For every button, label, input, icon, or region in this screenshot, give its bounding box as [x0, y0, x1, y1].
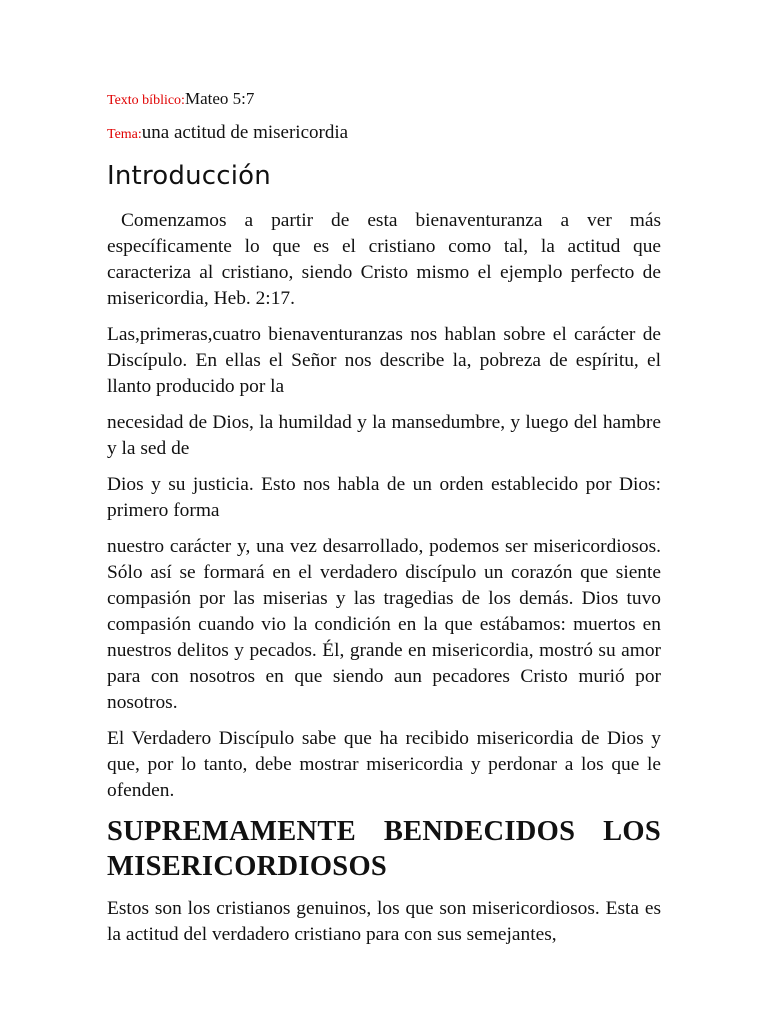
bible-text-line: [107, 88, 661, 112]
paragraph: El Verdadero Discípulo sabe que ha recibido misericordia de Dios y que, por lo tanto, debe mostrar misericordia y perdonar a los que le ofenden.: [107, 728, 661, 801]
section-heading-line2: MISERICORDIOSOS: [107, 851, 388, 882]
paragraph: nuestro carácter y, una vez desarrollado, podemos ser misericordiosos. Sólo así se formará en el verdadero discípulo un corazón que siente compasión por las miserias y las tragedias de los demás. Dios tuvo compasión cuando vio la condición en la que estábamos: muertos en nuestros delitos y pecados. Él, grande en misericordia, mostró su amor para con nosotros en que siendo aun pecadores Cristo murió por nosotros.: [107, 536, 661, 713]
section-heading-line1: SUPREMAMENTE BENDECIDOS LOS: [107, 816, 661, 847]
bible-text-label: Texto bíblico:: [107, 93, 185, 108]
topic-value: una actitud de misericordia: [141, 122, 349, 143]
section-paragraph: Estos son los cristianos genuinos, los que son misericordiosos. Esta es la actitud del verdadero cristiano para con sus semejantes,: [107, 898, 661, 945]
topic-label: Tema:: [107, 127, 142, 142]
paragraph: Dios y su justicia. Esto nos habla de un orden establecido por Dios: primero forma: [107, 474, 661, 521]
paragraph: necesidad de Dios, la humildad y la mansedumbre, y luego del hambre y la sed de: [107, 412, 661, 459]
paragraph: Las,primeras,cuatro bienaventuranzas nos hablan sobre el carácter de Discípulo. En ellas el Señor nos describe la, pobreza de espíritu, el llanto producido por la: [107, 324, 661, 397]
document-page: [107, 88, 661, 958]
paragraph: Comenzamos a partir de esta bienaventuranza a ver más específicamente lo que es el cristiano como tal, la actitud que caracteriza al cristiano, siendo Cristo mismo el ejemplo perfecto de misericordia, Heb. 2:17.: [107, 210, 661, 309]
introduction-heading: Introducción: [107, 161, 271, 191]
topic-line: [107, 122, 661, 146]
bible-text-reference: Mateo 5:7: [184, 89, 255, 108]
